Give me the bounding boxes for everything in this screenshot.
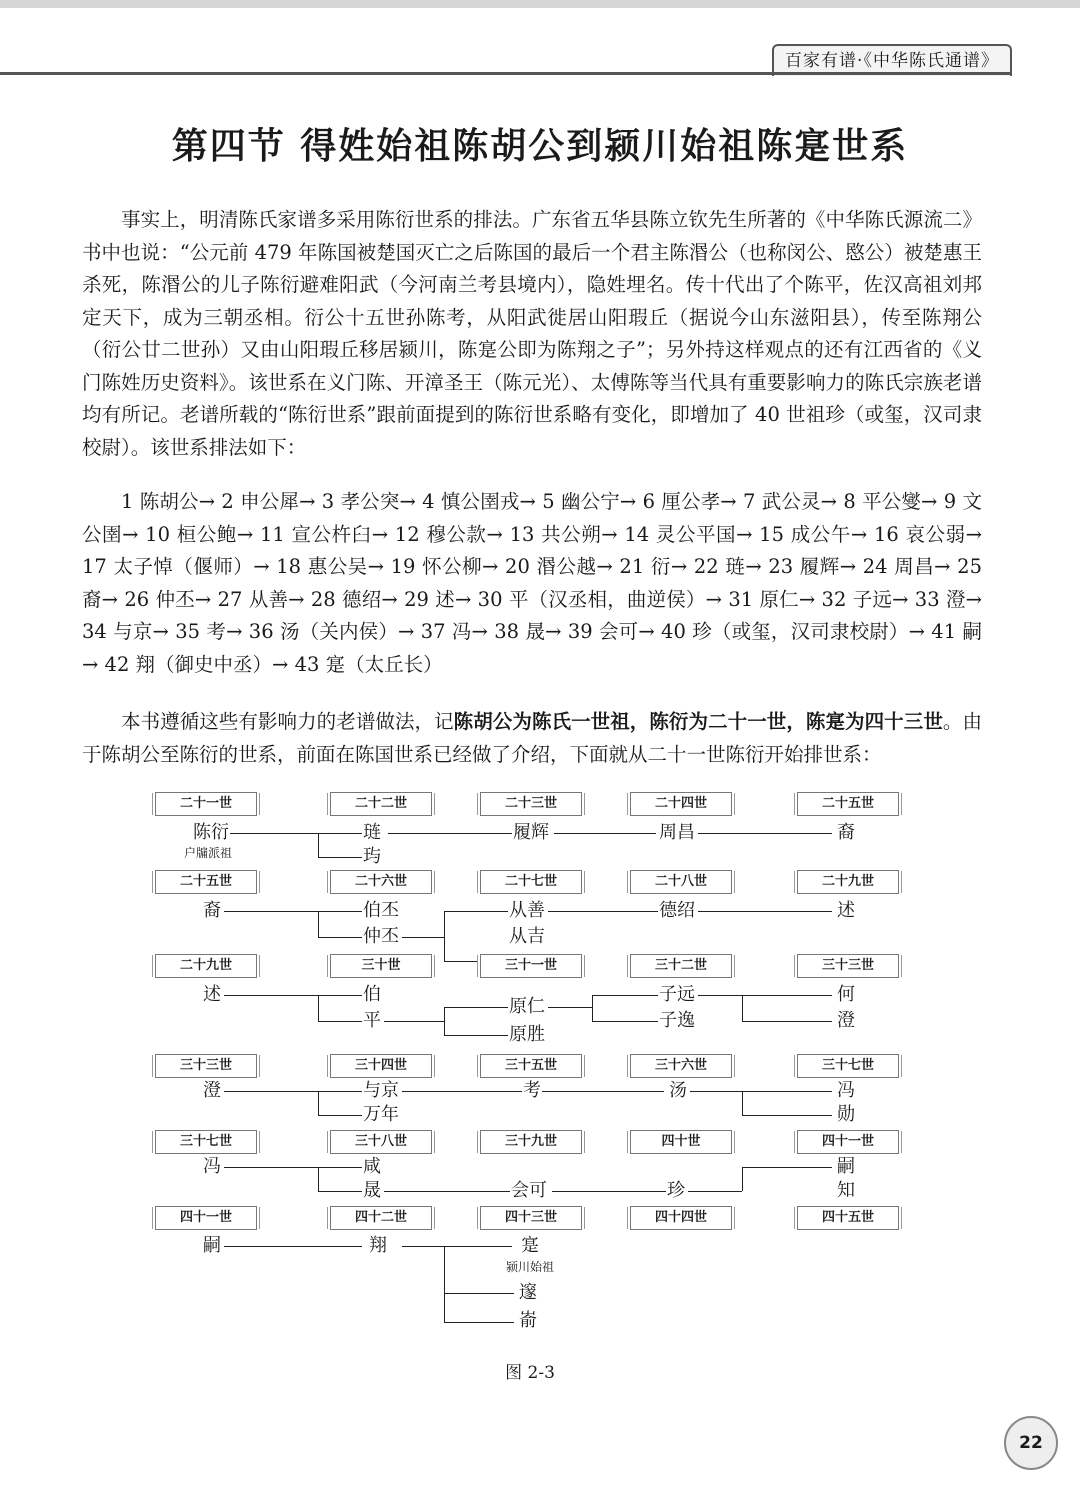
person-node: 子逸 (659, 1010, 695, 1031)
generation-label: 三十七世 (797, 1054, 899, 1078)
paragraph-lineage: 1 陈胡公→ 2 申公犀→ 3 孝公突→ 4 慎公圉戎→ 5 幽公宁→ 6 厘公孝→ 7 武公灵→ 8 平公燮→ 9 文公圉→ 10 桓公鲍→ 11 宣公杵臼→ 12 穆公款→ 13 共公朔→ 14 灵公平国→ 15 成公午→ 16 哀公弱→ 17 太子悼（偃师）→ 18 惠公吴→ 19 怀公柳→ 20 湣公越→ 21 衍→ 22 琏→ 23 履辉→ 24 周昌→ 25 裔→ 26 仲丕→ 27 从善→ 28 德绍→ 29 述→ 30 平（汉丞相，曲逆侯）→ 31 原仁→ 32 子远→ 33 澄→ 34 与京→ 35 考→ 36 汤（关内侯）→ 37 冯→ 38 晟→ 39 会可→ 40 珍（或玺，汉司隶校尉）→ 41 嗣→ 42 翔（御史中丞）→ 43 寔（太丘长） (82, 490, 982, 676)
paragraph-conclusion (82, 706, 982, 771)
person-note: 颍川始祖 (506, 1260, 555, 1274)
generation-label: 三十四世 (330, 1054, 432, 1078)
person-node: 周昌 (659, 822, 695, 843)
person-node: 仲丕 (363, 926, 399, 947)
generation-label: 四十一世 (155, 1206, 257, 1230)
person-node: 嵛 (519, 1310, 537, 1331)
person-node: 考 (523, 1080, 541, 1101)
person-node: 珍 (667, 1180, 685, 1201)
generation-label: 三十世 (330, 954, 432, 978)
generation-label: 三十三世 (155, 1054, 257, 1078)
generation-label: 二十二世 (330, 792, 432, 816)
generation-label: 四十一世 (797, 1130, 899, 1154)
running-header: 百家有谱·《中华陈氏通谱》 (772, 44, 1012, 76)
generation-label: 二十九世 (797, 870, 899, 894)
paragraph-intro: 事实上，明清陈氏家谱多采用陈衍世系的排法。广东省五华县陈立钦先生所著的《中华陈氏源流二》书中也说：“公元前 479 年陈国被楚国灭亡之后陈国的最后一个君主陈湣公（也称闵公、愍公）被楚惠王杀死，陈湣公的儿子陈衍避难阳武（今河南兰考县境内），隐姓埋名。传十代出了个陈平，佐汉高祖刘邦定天下，成为三朝丞相。衍公十五世孙陈考，从阳武徙居山阳瑕丘（据说今山东滋阳县），传至陈翔公（衍公廿二世孙）又由山阳瑕丘移居颍川，陈寔公即为陈翔之子”；另外持这样观点的还有江西省的《义门陈姓历史资料》。该世系在义门陈、开漳圣王（陈元光）、太傅陈等当代具有重要影响力的陈氏宗族老谱均有所记。老谱所载的“陈衍世系”跟前面提到的陈衍世系略有变化，即增加了 40 世祖珍（或玺，汉司隶校尉）。该世系排法如下： (82, 208, 982, 459)
generation-label: 三十五世 (480, 1054, 582, 1078)
person-node: 冯 (203, 1156, 221, 1177)
generation-label: 二十四世 (630, 792, 732, 816)
person-node: 裔 (203, 900, 221, 921)
generation-label: 二十七世 (480, 870, 582, 894)
person-node: 伯丕 (363, 900, 399, 921)
person-node: 咸 (363, 1156, 381, 1177)
generation-label: 三十九世 (480, 1130, 582, 1154)
person-node: 寔 (521, 1235, 539, 1256)
generation-label: 四十世 (630, 1130, 732, 1154)
figure-caption: 图 2-3 (505, 1363, 555, 1383)
generation-label: 二十八世 (630, 870, 732, 894)
person-node: 玙 (363, 846, 381, 867)
person-node: 陈衍 (193, 822, 229, 843)
paragraph-text: 本书遵循这些有影响力的老谱做法，记 (121, 710, 454, 733)
generation-label: 四十四世 (630, 1206, 732, 1230)
generation-label: 四十五世 (797, 1206, 899, 1230)
person-node: 从吉 (509, 926, 545, 947)
generation-label: 四十二世 (330, 1206, 432, 1230)
person-node: 邃 (519, 1282, 537, 1303)
person-node: 翔 (369, 1235, 387, 1256)
header-rule (0, 72, 1010, 75)
genealogy-tree (150, 790, 910, 1350)
person-node: 冯 (837, 1080, 855, 1101)
generation-label: 二十一世 (155, 792, 257, 816)
person-node: 述 (203, 984, 221, 1005)
person-node: 澄 (837, 1010, 855, 1031)
person-node: 琏 (363, 822, 381, 843)
generation-label: 二十三世 (480, 792, 582, 816)
generation-label: 三十一世 (480, 954, 582, 978)
person-node: 与京 (363, 1080, 399, 1101)
person-node: 子远 (659, 984, 695, 1005)
person-node: 知 (837, 1180, 855, 1201)
person-node: 嗣 (837, 1156, 855, 1177)
top-scan-edge (0, 0, 1080, 8)
person-node: 履辉 (513, 822, 549, 843)
generation-label: 三十二世 (630, 954, 732, 978)
person-node: 平 (363, 1010, 381, 1031)
person-node: 伯 (363, 984, 381, 1005)
paragraph-emphasis: 陈胡公为陈氏一世祖，陈衍为二十一世，陈寔为四十三世 (453, 710, 943, 733)
person-node: 原胜 (509, 1024, 545, 1045)
paragraph-text: 。由于陈胡公至陈衍的世系，前面在陈国世系已经做了介绍，下面就从二十一世陈衍开始排世系： (82, 710, 982, 766)
page-number: 22 (1004, 1416, 1058, 1470)
generation-label: 三十八世 (330, 1130, 432, 1154)
person-node: 晟 (363, 1180, 381, 1201)
generation-label: 二十九世 (155, 954, 257, 978)
generation-label: 三十六世 (630, 1054, 732, 1078)
person-node: 德绍 (659, 900, 695, 921)
person-node: 何 (837, 984, 855, 1005)
generation-label: 四十三世 (480, 1206, 582, 1230)
person-node: 原仁 (509, 996, 545, 1017)
person-node: 裔 (837, 822, 855, 843)
person-node: 汤 (669, 1080, 687, 1101)
person-node: 勋 (837, 1104, 855, 1125)
generation-label: 二十六世 (330, 870, 432, 894)
person-node: 嗣 (203, 1235, 221, 1256)
generation-label: 二十五世 (797, 792, 899, 816)
section-title: 第四节 得姓始祖陈胡公到颍川始祖陈寔世系 (171, 126, 909, 167)
person-node: 万年 (363, 1104, 399, 1125)
person-node: 会可 (511, 1180, 547, 1201)
generation-label: 三十三世 (797, 954, 899, 978)
person-node: 澄 (203, 1080, 221, 1101)
generation-label: 二十五世 (155, 870, 257, 894)
person-node: 述 (837, 900, 855, 921)
generation-label: 三十七世 (155, 1130, 257, 1154)
person-node: 从善 (509, 900, 545, 921)
person-note: 户牖派祖 (184, 846, 233, 860)
